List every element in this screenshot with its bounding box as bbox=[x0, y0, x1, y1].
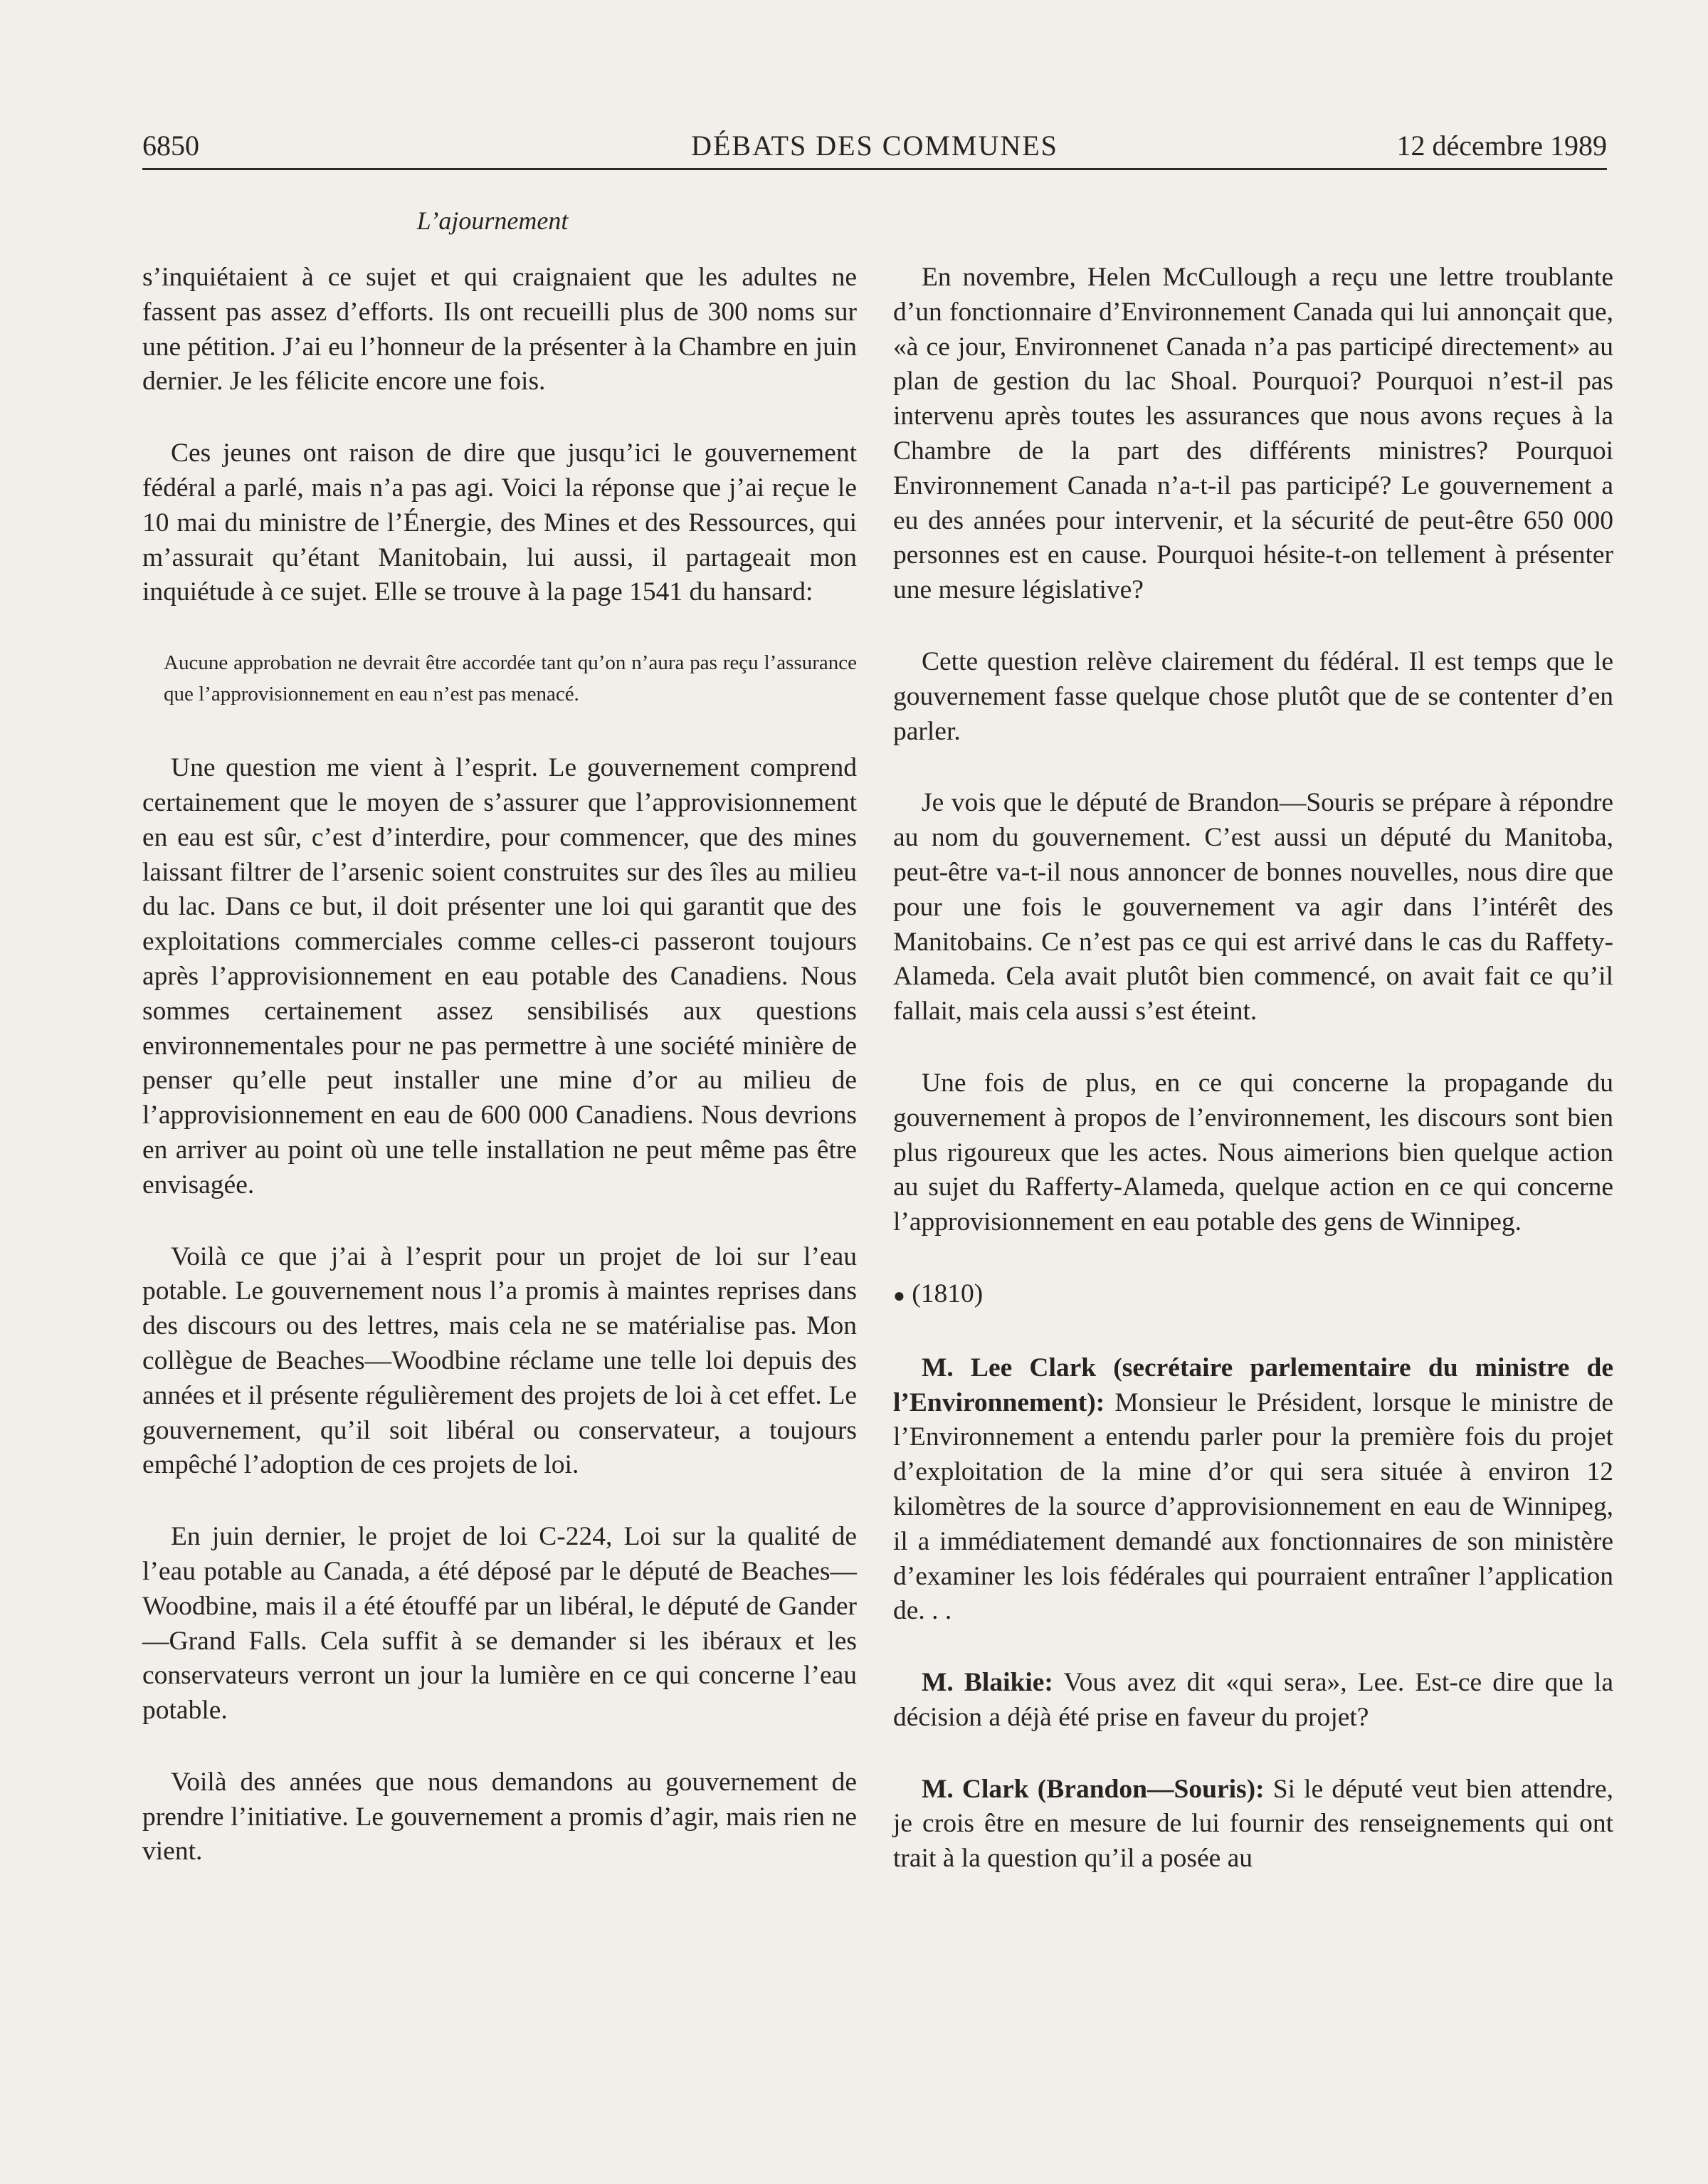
speech bbox=[893, 1351, 1613, 1629]
speech bbox=[893, 1773, 1613, 1876]
speaker-name: M. Clark (Brandon—Souris): bbox=[922, 1774, 1265, 1804]
speech-text: Si le député veut bien attendre, je crois être en mesure de lui fournir des renseignements qui ont trait à la question qu’il a posée au bbox=[893, 1774, 1613, 1874]
paragraph: Une question me vient à l’esprit. Le gouvernement comprend certainement que le moyen de s’assurer que l’approvisionnement en eau est sûr, c’est d’interdire, pour commencer, que des mines laissant filtrer de l’arsenic soient construites sur des îles au milieu du lac. Dans ce but, il doit présenter une loi qui garantit que des exploitations commerciales comme celles-ci passeront toujours après l’approvisionnement en eau potable des Canadiens. Nous sommes certainement assez sensibilisés aux questions environnementales pour ne pas permettre à une société minière de penser qu’elle peut installer une mine d’or au milieu de l’approvisionnement en eau de 600 000 Canadiens. Nous devrions en arriver au point où une telle installation ne peut même pas être envisagée. bbox=[142, 753, 857, 1199]
time-marker-text: (1810) bbox=[912, 1279, 984, 1308]
paragraph: s’inquiétaient à ce sujet et qui craignaient que les adultes ne fassent pas assez d’efforts. Ils ont recueilli plus de 300 noms sur une pétition. J’ai eu l’honneur de la présenter à la Chambre en juin dernier. Je les félicite encore une fois. bbox=[142, 263, 857, 397]
right-column bbox=[893, 261, 1613, 1876]
speaker-name: M. Blaikie: bbox=[922, 1668, 1053, 1698]
speech bbox=[893, 1666, 1613, 1736]
paragraph: Cette question relève clairement du fédéral. Il est temps que le gouvernement fasse quelque chose plutôt que de se contenter d’en parler. bbox=[893, 646, 1613, 746]
speaker-name: M. Lee Clark (secrétaire parlementaire du ministre de l’Environnement): bbox=[893, 1353, 1613, 1417]
paragraph: Une fois de plus, en ce qui concerne la propagande du gouvernement à propos de l’environnement, les discours sont bien plus rigoureux que les actes. Nous aimerions bien quelque action au sujet du Rafferty-Alameda, quelque action en ce qui concerne l’approvisionnement en eau potable des gens de Winnipeg. bbox=[893, 1068, 1613, 1237]
time-marker bbox=[893, 1277, 1613, 1314]
paragraph: En juin dernier, le projet de loi C-224, Loi sur la qualité de l’eau potable au Canada, a été déposé par le député de Beaches—Woodbine, mais il a été étouffé par un libéral, le député de Gander—Grand Falls. Cela suffit à se demander si les ibéraux et les conservateurs verront un jour la lumière en ce qui concerne l’eau potable. bbox=[142, 1522, 857, 1726]
paragraph: Voilà des années que nous demandons au gouvernement de prendre l’initiative. Le gouvernement a promis d’agir, mais rien ne vient. bbox=[142, 1767, 857, 1867]
left-column bbox=[142, 261, 857, 1869]
paragraph: Je vois que le député de Brandon—Souris se prépare à répondre au nom du gouvernement. C’est aussi un député du Manitoba, peut-être va-t-il nous annoncer de bonnes nouvelles, nous dire que pour une fois le gouvernement va agir dans l’intérêt des Manitobains. Ce n’est pas ce qui est arrivé dans le cas du Raffety-Alameda. Cela avait plutôt bien commencé, on avait fait ce qu’il fallait, mais cela aussi s’est éteint. bbox=[893, 788, 1613, 1027]
header-date: 12 décembre 1989 bbox=[1396, 130, 1607, 162]
speech-text: Vous avez dit «qui sera», Lee. Est-ce dire que la décision a déjà été prise en faveur du projet? bbox=[893, 1668, 1613, 1732]
bullet-icon: ● bbox=[893, 1284, 905, 1307]
page-header bbox=[142, 125, 1607, 170]
speech-text: Monsieur le Président, lorsque le ministre de l’Environnement a entendu parler pour la première fois du projet d’exploitation de la mine d’or qui sera située à environ 12 kilomètres de la source d’approvisionnement en eau de Winnipeg, il a immédiatement demandé aux fonctionnaires de son ministère d’examiner les lois fédérales qui pourraient entraîner l’application de. . . bbox=[893, 1387, 1613, 1626]
paragraph: Voilà ce que j’ai à l’esprit pour un projet de loi sur l’eau potable. Le gouvernement nous l’a promis à maintes reprises dans des discours ou des lettres, mais cela ne se matérialise pas. Mon collègue de Beaches—Woodbine réclame une telle loi depuis des années et il présente régulièrement des projets de loi à cet effet. Le gouvernement, qu’il soit libéral ou conservateur, a toujours empêché l’adoption de ces projets de loi. bbox=[142, 1241, 857, 1480]
paragraph: En novembre, Helen McCullough a reçu une lettre troublante d’un fonctionnaire d’Environnement Canada qui lui annonçait que, «à ce jour, Environnenet Canada n’a pas participé directement» au plan de gestion du lac Shoal. Pourquoi? Pourquoi n’est-il pas intervenu après toutes les assurances que nous avons reçues à la Chambre de la part des différents ministres? Pourquoi Environnement Canada n’a-t-il pas participé? Le gouvernement a eu des années pour intervenir, et la sécurité de peut-être 650 000 personnes est en cause. Pourquoi hésite-t-on tellement à présenter une mesure législative? bbox=[893, 263, 1613, 605]
page-number: 6850 bbox=[142, 130, 199, 162]
paragraph: Ces jeunes ont raison de dire que jusqu’ici le gouvernement fédéral a parlé, mais n’a pas agi. Voici la réponse que j’ai reçue le 10 mai du ministre de l’Énergie, des Mines et des Ressources, qui m’assurait qu’étant Manitobain, lui aussi, il partageait mon inquiétude à ce sujet. Elle se trouve à la page 1541 du hansard: bbox=[142, 439, 857, 607]
section-title: L’ajournement bbox=[416, 206, 569, 235]
block-quote: Aucune approbation ne devrait être accordée tant qu’on n’aura pas reçu l’assurance que l’approvisionnement en eau n’est pas menacé. bbox=[164, 651, 857, 706]
publication-title: DÉBATS DES COMMUNES bbox=[691, 130, 1058, 162]
